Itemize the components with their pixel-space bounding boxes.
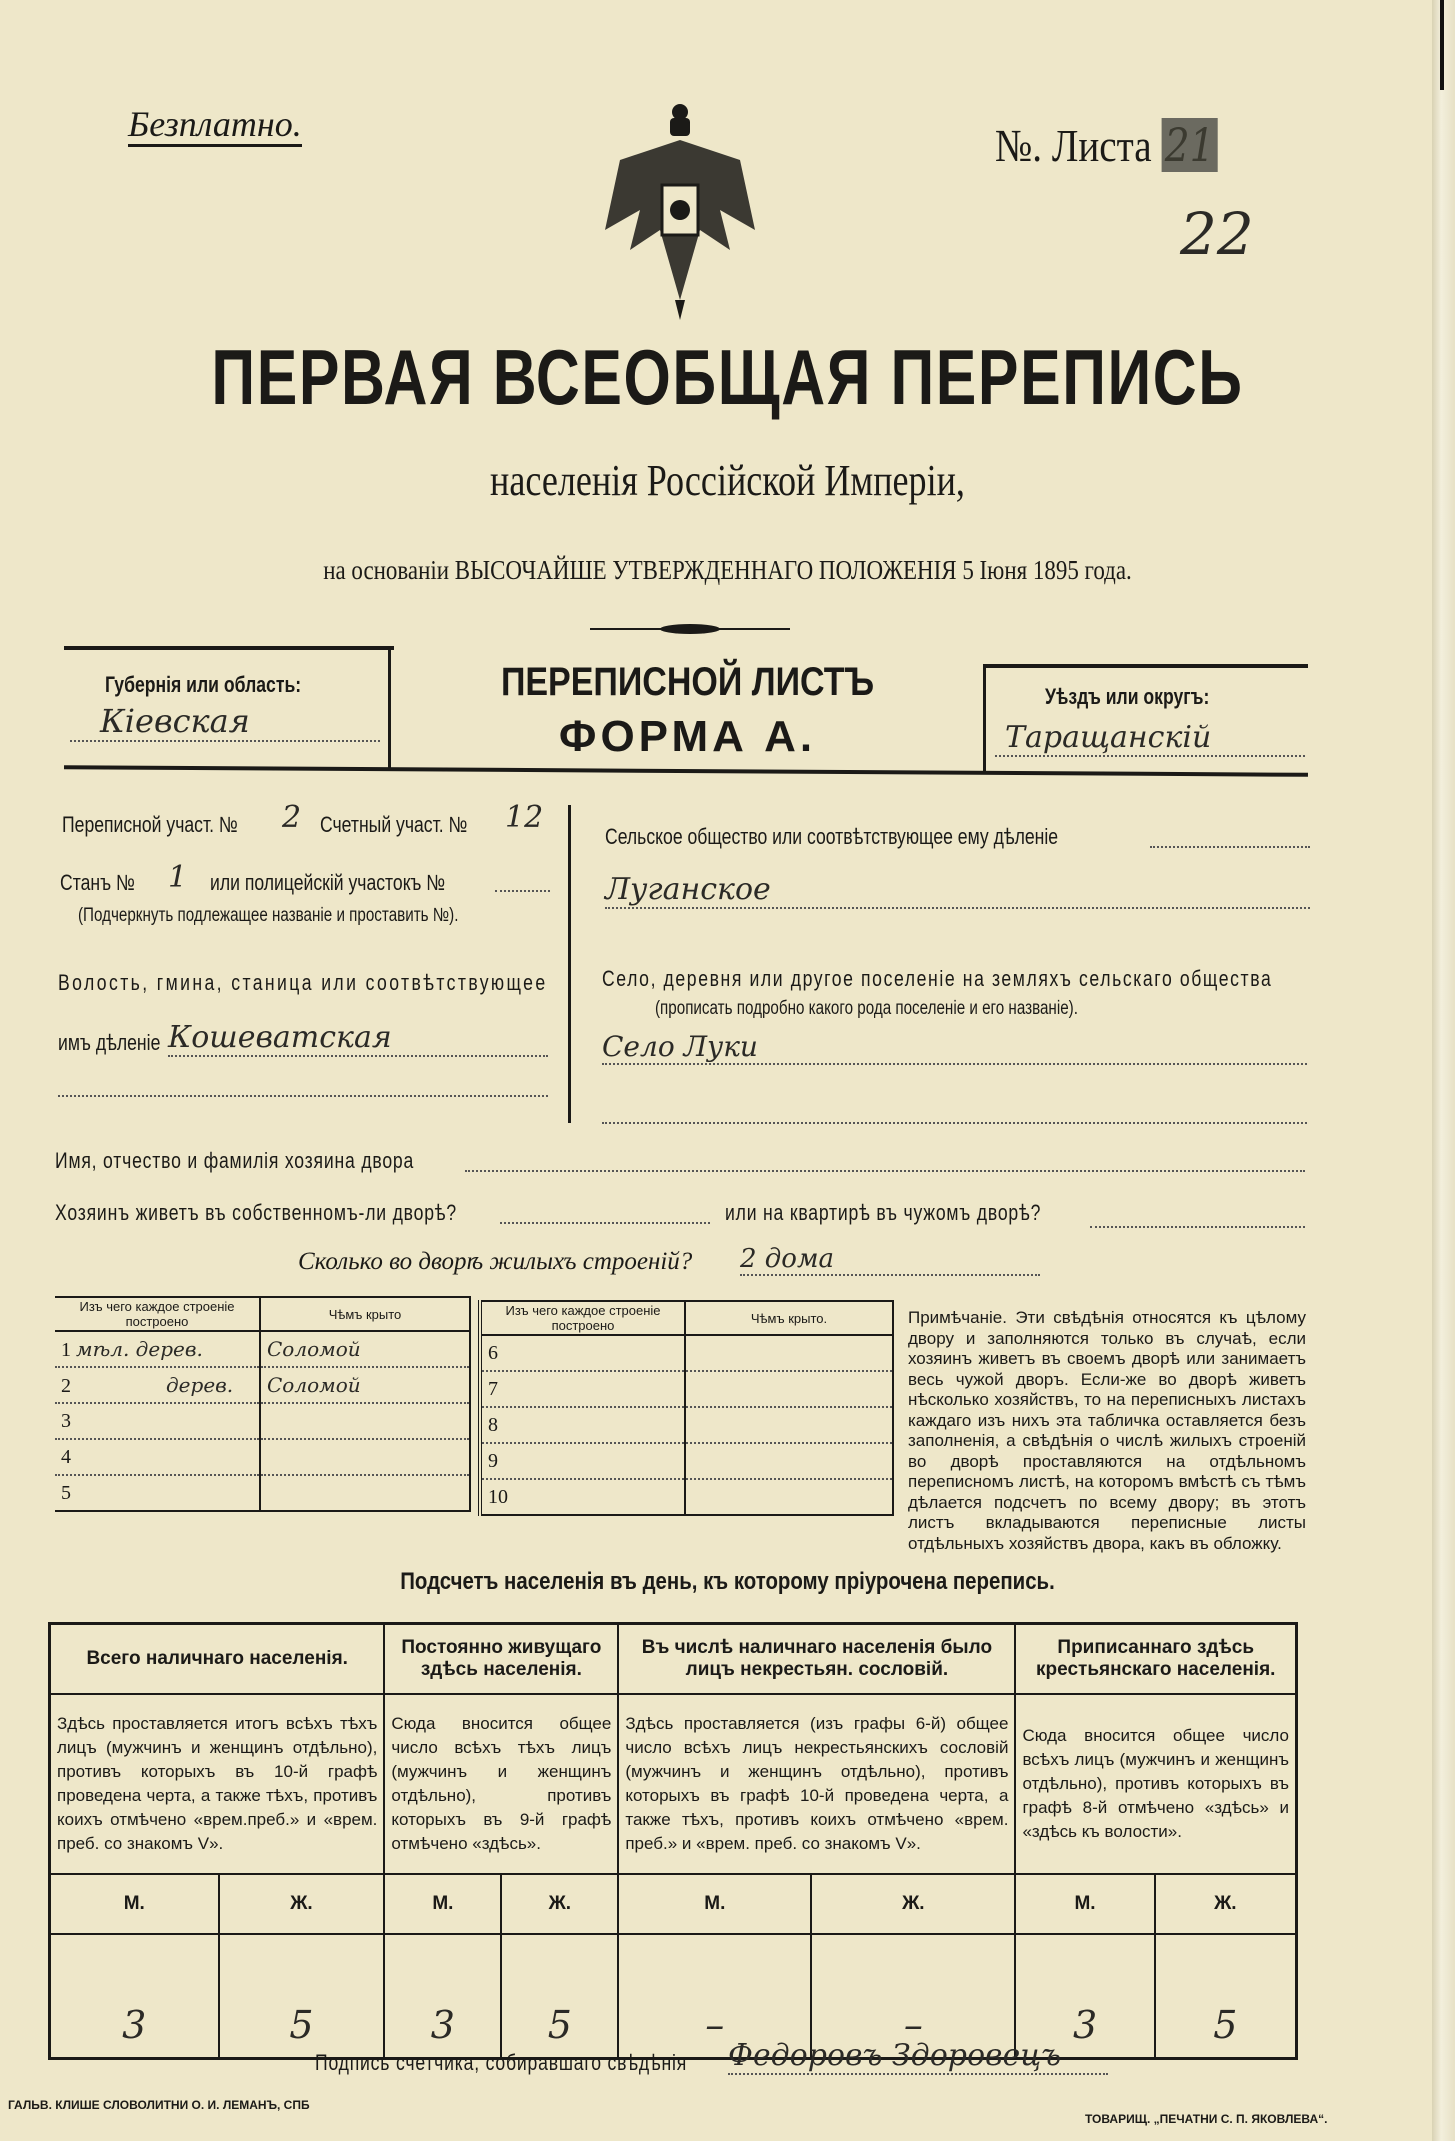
count-district-field[interactable]: 12 [505,800,544,835]
material-cell[interactable]: 8 [480,1407,685,1443]
table-row [480,1335,893,1371]
uezd-label: Уѣздъ или округъ: [1045,684,1210,709]
female-header: Ж. [501,1874,618,1934]
material-cell[interactable]: 10 [480,1479,685,1515]
buildings-table-left [55,1296,471,1512]
table-row [55,1403,470,1439]
table-row [55,1475,470,1511]
group-total-title: Всего наличнаго населенія. [50,1624,385,1694]
stan-label: Станъ № [60,870,135,895]
group-nonpeasant-desc: Здѣсь проставляется (изъ графы 6-й) общее число всѣхъ лицъ некрестьянскихъ сословій (мужчинъ и женщинъ отдѣльно), противъ которыхъ въ графѣ 10-й проведена черта, а также тѣхъ, противъ коихъ отмѣчено «врем. преб.» и «врем. преб. со знакомъ V». [618,1694,1015,1874]
census-district-field[interactable]: 2 [282,800,302,835]
page-edge-mark [1440,0,1444,90]
count-district-label: Счетный участ. № [320,812,468,837]
material-cell[interactable] [55,1331,260,1367]
signature-field[interactable]: Федоровъ Здоровецъ [728,2038,1108,2075]
material-value: дерев. [166,1372,234,1397]
sheet-number-handwritten: 22 [1180,200,1254,268]
volost-label-2: имъ дѣленіе [58,1030,161,1055]
census-district-label: Переписной участ. № [62,812,238,837]
permanent-female-value[interactable]: 5 [501,1934,618,2059]
permanent-male-value[interactable]: 3 [384,1934,501,2059]
table-row [55,1367,470,1403]
roof-cell[interactable] [260,1439,470,1475]
village-label: Село, деревня или другое поселеніе на земляхъ сельскаго общества [602,966,1273,991]
sheet-number-label: №. Листа [995,120,1152,171]
imperial-eagle-emblem-icon [600,100,760,320]
group-permanent-title: Постоянно живущаго здѣсь населенія. [384,1624,618,1694]
roof-cell[interactable]: Соломой [260,1367,470,1403]
gubernia-label: Губернія или область: [105,672,302,697]
material-cell[interactable]: 7 [480,1371,685,1407]
village-note: (прописать подробно какого рода поселеніе и его названіе). [655,998,1078,1019]
village-field[interactable]: Село Луки [602,1030,1307,1065]
sheet-number-old: 21 [1161,118,1218,172]
material-cell[interactable]: 9 [480,1443,685,1479]
material-cell[interactable]: 4 [55,1439,260,1475]
buildings-count-field[interactable]: 2 дома [740,1244,1040,1276]
page-edge [1432,0,1455,2141]
female-header: Ж. [811,1874,1015,1934]
col-material-header: Изъ чего каждое строеніе построено [55,1297,260,1331]
nonpeasant-female-value[interactable]: – [811,1934,1015,2059]
footer-right: ТОВАРИЩ. „ПЕЧАТНИ С. П. ЯКОВЛЕВА“. [1085,2112,1328,2126]
police-district-field[interactable] [495,890,550,892]
roof-cell[interactable] [260,1475,470,1511]
document-subtitle: населенія Россійской Имперіи, [490,456,965,505]
table-row [55,1331,470,1367]
buildings-count-label: Сколько во дворѣ жилыхъ строеній? [298,1248,693,1275]
footer-left: ГАЛЬВ. КЛИШЕ СЛОВОЛИТНИ О. И. ЛЕМАНЪ, СПБ [8,2098,310,2112]
col-roof-header: Чѣмъ крыто. [685,1301,893,1335]
volost-field-line2[interactable] [58,1095,548,1097]
owner-label: Имя, отчество и фамилія хозяина двора [55,1148,415,1173]
society-field-line[interactable] [1150,846,1310,848]
volost-field[interactable]: Кошеватская [168,1020,548,1057]
box-rule [64,646,394,650]
roof-cell[interactable]: Соломой [260,1331,470,1367]
roof-cell[interactable] [685,1335,893,1371]
col-material-header: Изъ чего каждое строеніе построено [480,1301,685,1335]
registered-male-value[interactable]: 3 [1015,1934,1154,2059]
female-header: Ж. [219,1874,385,1934]
table-row [480,1479,893,1515]
sheet-number [995,118,1218,172]
table-row [55,1439,470,1475]
material-cell[interactable]: 5 [55,1475,260,1511]
male-header: М. [50,1874,219,1934]
table-row [480,1443,893,1479]
material-value: мѣл. дерев. [76,1336,203,1361]
group-total-desc: Здѣсь проставляется итогъ всѣхъ тѣхъ лицъ (мужчинъ и женщинъ отдѣльно), противъ которыхъ въ 10-й графѣ проведена черта, а также тѣхъ, противъ коихъ отмѣчено «врем.преб.» и «врем. преб. со знакомъ V». [50,1694,385,1874]
male-header: М. [384,1874,501,1934]
nonpeasant-male-value[interactable]: – [618,1934,811,2059]
own-yard-label: Хозяинъ живетъ въ собственномъ-ли дворѣ? [55,1200,457,1225]
village-field-line2[interactable] [602,1122,1307,1124]
row-number: 2 [61,1374,71,1397]
group-registered-title: Приписаннаго здѣсь крестьянскаго населенія. [1015,1624,1296,1694]
material-cell[interactable]: 6 [480,1335,685,1371]
population-heading: Подсчетъ населенія въ день, къ которому пріурочена перепись. [400,1568,1055,1595]
total-female-value[interactable]: 5 [219,1934,385,2059]
free-label: Безплатно. [128,104,302,147]
male-header: М. [1015,1874,1154,1934]
roof-cell[interactable] [685,1443,893,1479]
form-title: ПЕРЕПИСНОЙ ЛИСТЪ [500,660,875,704]
box-rule [64,765,1308,777]
signature-label: Подпись счетчика, собиравшаго свѣдѣнія [315,2050,688,2075]
male-header: М. [618,1874,811,1934]
population-table [48,1622,1298,2060]
section-divider [568,805,571,1123]
stan-field[interactable]: 1 [168,860,188,895]
document-basis: на основаніи ВЫСОЧАЙШЕ УТВЕРЖДЕННАГО ПОЛОЖЕНІЯ 5 Іюня 1895 года. [323,555,1132,585]
stan-note: (Подчеркнуть подлежащее названіе и проставить №). [78,905,459,926]
society-label: Сельское общество или соотвѣтствующее ему дѣленіе [605,824,1059,849]
group-nonpeasant-title: Въ числѣ наличнаго населенія было лицъ некрестьян. сословій. [618,1624,1015,1694]
document-title: ПЕРВАЯ ВСЕОБЩАЯ ПЕРЕПИСЬ [211,333,1244,421]
registered-female-value[interactable]: 5 [1155,1934,1297,2059]
own-yard-field[interactable] [500,1222,710,1224]
material-cell[interactable] [55,1367,260,1403]
table-row [480,1371,893,1407]
rented-field[interactable] [1090,1226,1305,1228]
volost-label: Волость, гмина, станица или соотвѣтствующее [58,970,548,995]
col-roof-header: Чѣмъ крыто [260,1297,470,1331]
table-row [480,1407,893,1443]
society-field[interactable]: Луганское [605,872,1310,909]
group-permanent-desc: Сюда вносится общее число всѣхъ тѣхъ лицъ (мужчинъ и женщинъ отдѣльно), противъ которыхъ въ 9-й графѣ отмѣчено «здѣсь». [384,1694,618,1874]
roof-cell[interactable] [685,1479,893,1515]
row-number: 1 [61,1338,71,1361]
buildings-table-right [478,1300,894,1516]
form-subtitle: ФОРМА А. [558,712,817,761]
box-rule [388,650,391,770]
rented-label: или на квартирѣ въ чужомъ дворѣ? [725,1200,1042,1225]
ornament-divider-icon [590,624,790,634]
roof-cell[interactable] [685,1407,893,1443]
total-male-value[interactable]: 3 [50,1934,219,2059]
group-registered-desc: Сюда вносится общее число всѣхъ лицъ (мужчинъ и женщинъ отдѣльно), противъ которыхъ въ графѣ 8-й отмѣчено «здѣсь» и «здѣсь къ волости». [1015,1694,1296,1874]
female-header: Ж. [1155,1874,1297,1934]
owner-field[interactable] [465,1170,1305,1172]
box-rule [983,666,986,774]
box-rule [983,664,1308,668]
roof-cell[interactable] [260,1403,470,1439]
roof-cell[interactable] [685,1371,893,1407]
uezd-field[interactable]: Таращанскій [995,720,1305,757]
police-district-label: или полицейскій участокъ № [210,870,446,895]
gubernia-field[interactable]: Кіевская [70,702,380,742]
material-cell[interactable]: 3 [55,1403,260,1439]
note-text: Примѣчаніе. Эти свѣдѣнія относятся къ цѣлому двору и заполняются только въ случаѣ, если хозяинъ живетъ въ своемъ дворѣ или занимаетъ весь чужой дворъ. Если-же во дворѣ живетъ нѣсколько хозяйствъ, то на переписныхъ листахъ каждаго изъ нихъ эта табличка оставляется безъ заполненія, а свѣдѣнія о числѣ жилыхъ строеній во дворѣ проставляются на отдѣльномъ переписномъ листѣ, на которомъ вмѣстѣ съ тѣмъ дѣлается подсчетъ по всему двору; въ этотъ листъ вкладываются переписные листы отдѣльныхъ хозяйствъ двора, какъ въ обложку. [908,1308,1306,1553]
